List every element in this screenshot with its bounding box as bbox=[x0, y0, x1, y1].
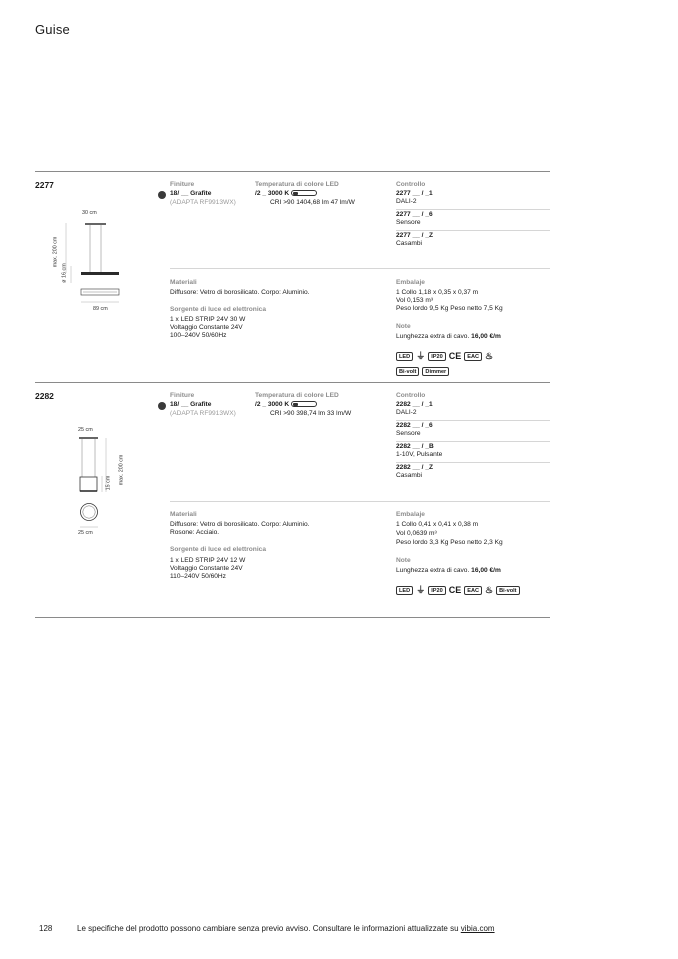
materiali-line: Rosone: Acciaio. bbox=[170, 529, 220, 536]
control-option bbox=[396, 464, 550, 481]
control-desc: DALI-2 bbox=[396, 409, 417, 417]
page-number: 128 bbox=[39, 924, 53, 933]
certification-badges bbox=[396, 582, 523, 600]
badge-bivolt: Bi-volt bbox=[496, 586, 519, 595]
materiali-label: Materiali bbox=[170, 279, 197, 286]
section-divider bbox=[35, 617, 550, 618]
finiture-label: Finiture bbox=[170, 181, 195, 188]
feature-badges bbox=[396, 363, 452, 381]
swatch-icon bbox=[158, 402, 166, 410]
note-label: Note bbox=[396, 557, 411, 564]
sorgente-label: Sorgente di luce ed elettronica bbox=[170, 306, 266, 313]
badge-eac: EAC bbox=[464, 352, 482, 361]
product-code: 2282 bbox=[35, 391, 54, 401]
sorgente-label: Sorgente di luce ed elettronica bbox=[170, 546, 266, 553]
badge-eac: EAC bbox=[464, 586, 482, 595]
dim-length: 89 cm bbox=[93, 306, 108, 312]
note-text: Lunghezza extra di cavo. 16,00 €/m bbox=[396, 567, 501, 574]
flame-icon: ♨ bbox=[485, 351, 494, 362]
led-strip-icon bbox=[291, 190, 317, 196]
control-desc: Sensore bbox=[396, 219, 421, 227]
control-desc: Casambi bbox=[396, 240, 423, 248]
sorgente-line: 1 x LED STRIP 24V 30 W bbox=[170, 316, 246, 323]
materiali-text: Diffusore: Vetro di borosilicato. Corpo: Aluminio. bbox=[170, 289, 310, 296]
sub-divider bbox=[170, 268, 550, 269]
control-code: 2282 __ / _Z bbox=[396, 464, 434, 471]
dim-diameter: ø 16 cm bbox=[61, 263, 68, 283]
dim-lamp-height: 15 cm bbox=[105, 475, 112, 491]
control-option bbox=[396, 211, 550, 231]
finish-adapter: (ADAPTA RF9913WX) bbox=[170, 199, 236, 206]
ground-icon: ⏚ bbox=[416, 351, 426, 362]
control-desc: 1-10V, Pulsante bbox=[396, 451, 443, 459]
temperature-specs: CRI >90 1404,68 lm 47 lm/W bbox=[270, 199, 355, 206]
ce-mark: CE bbox=[448, 585, 462, 596]
control-code: 2282 __ / _B bbox=[396, 443, 434, 450]
ce-mark: CE bbox=[448, 351, 462, 362]
finish-code: 18/ __ Grafite bbox=[170, 190, 212, 197]
embalaje-label: Embalaje bbox=[396, 511, 425, 518]
lamp-bar bbox=[81, 272, 119, 275]
dim-base-width: 25 cm bbox=[78, 530, 93, 536]
embalaje-label: Embalaje bbox=[396, 279, 425, 286]
temperature-specs: CRI >90 398,74 lm 33 lm/W bbox=[270, 410, 352, 417]
badge-led: LED bbox=[396, 352, 413, 361]
finish-adapter: (ADAPTA RF9913WX) bbox=[170, 410, 236, 417]
led-strip-icon bbox=[291, 401, 317, 407]
dim-top-width: 30 cm bbox=[82, 210, 97, 216]
lamp-body bbox=[80, 477, 97, 491]
sorgente-line: 110–240V 50/60Hz bbox=[170, 573, 226, 580]
note-text: Lunghezza extra di cavo. 16,00 €/m bbox=[396, 333, 501, 340]
badge-ip20: IP20 bbox=[428, 586, 446, 595]
sorgente-line: Voltaggio Constante 24V bbox=[170, 565, 243, 572]
vibia-link[interactable]: vibia.com bbox=[460, 924, 495, 933]
temperature-code: /2 _ 3000 K bbox=[255, 190, 317, 198]
control-code: 2277 __ / _6 bbox=[396, 211, 433, 218]
embalaje-line: Vol 0,0639 m³ bbox=[396, 530, 437, 537]
control-option bbox=[396, 232, 550, 249]
flame-icon: ♨ bbox=[485, 585, 494, 596]
control-code: 2282 __ / _1 bbox=[396, 401, 433, 408]
section-divider bbox=[35, 171, 550, 172]
sorgente-line: 100–240V 50/60Hz bbox=[170, 332, 227, 339]
footer-disclaimer bbox=[77, 924, 495, 933]
badge-dimmer: Dimmer bbox=[422, 367, 449, 376]
controllo-label: Controllo bbox=[396, 392, 426, 399]
badge-bivolt: Bi-volt bbox=[396, 367, 419, 376]
materiali-label: Materiali bbox=[170, 511, 197, 518]
materiali-line: Diffusore: Vetro di borosilicato. Corpo: Aluminio. bbox=[170, 521, 310, 528]
dim-height: max. 200 cm bbox=[52, 236, 59, 268]
sorgente-line: 1 x LED STRIP 24V 12 W bbox=[170, 557, 246, 564]
embalaje-line: 1 Collo 1,18 x 0,35 x 0,37 m bbox=[396, 289, 479, 296]
finish-code: 18/ __ Grafite bbox=[170, 401, 212, 408]
sub-divider bbox=[170, 501, 550, 502]
embalaje-line: Peso lordo 3,3 Kg Peso netto 2,3 Kg bbox=[396, 539, 503, 546]
swatch-icon bbox=[158, 191, 166, 199]
control-option bbox=[396, 401, 550, 421]
temperature-label: Temperatura di colore LED bbox=[255, 392, 339, 399]
temperature-code: /2 _ 3000 K bbox=[255, 401, 317, 409]
badge-ip20: IP20 bbox=[428, 352, 446, 361]
control-code: 2277 __ / _Z bbox=[396, 232, 434, 239]
note-label: Note bbox=[396, 323, 411, 330]
dim-height: max. 200 cm bbox=[118, 454, 125, 486]
embalaje-line: Vol 0,153 m³ bbox=[396, 297, 434, 304]
finiture-label: Finiture bbox=[170, 392, 195, 399]
badge-led: LED bbox=[396, 586, 413, 595]
sorgente-line: Voltaggio Constante 24V bbox=[170, 324, 243, 331]
controllo-label: Controllo bbox=[396, 181, 426, 188]
control-desc: Sensore bbox=[396, 430, 421, 438]
control-code: 2282 __ / _6 bbox=[396, 422, 433, 429]
page-title: Guise bbox=[35, 22, 70, 37]
control-option bbox=[396, 422, 550, 442]
product-code: 2277 bbox=[35, 180, 54, 190]
control-desc: DALI-2 bbox=[396, 198, 417, 206]
section-divider bbox=[35, 382, 550, 383]
embalaje-line: Peso lordo 9,5 Kg Peso netto 7,5 Kg bbox=[396, 305, 503, 312]
footer-text: Le specifiche del prodotto possono cambiare senza previo avviso. Consultare le informazioni attualizzate su bbox=[77, 924, 461, 933]
dim-top-width: 25 cm bbox=[78, 427, 93, 433]
ground-icon: ⏚ bbox=[416, 585, 426, 596]
control-code: 2277 __ / _1 bbox=[396, 190, 433, 197]
control-option bbox=[396, 443, 550, 463]
control-option bbox=[396, 190, 550, 210]
temperature-label: Temperatura di colore LED bbox=[255, 181, 339, 188]
product-drawing bbox=[50, 205, 140, 315]
embalaje-line: 1 Collo 0,41 x 0,41 x 0,38 m bbox=[396, 521, 479, 528]
control-desc: Casambi bbox=[396, 472, 423, 480]
